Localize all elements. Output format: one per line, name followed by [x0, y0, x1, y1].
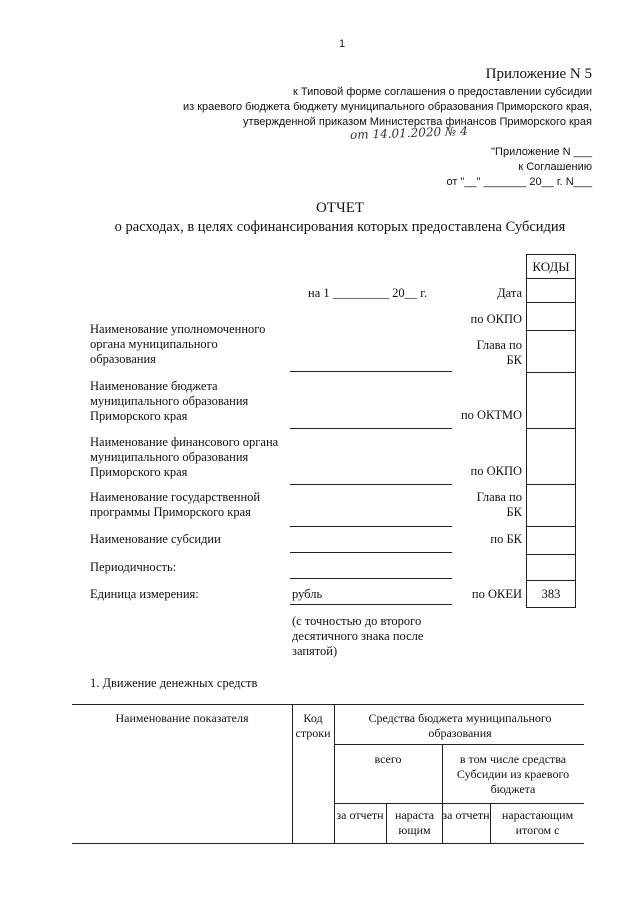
unit-code-label: по ОКЕИ	[471, 587, 522, 601]
unit-label: Единица измерения:	[90, 587, 199, 601]
row-program-label: Наименование государственной программы Приморского края	[90, 490, 261, 519]
codes-sep	[526, 554, 576, 555]
row-finance-body-label: Наименование финансового органа муниципального образования Приморского края	[90, 435, 279, 479]
row-budget-label: Наименование бюджета муниципального образования Приморского края	[90, 379, 249, 423]
table-subheader-2: нараста ющим	[394, 808, 435, 837]
codes-sep	[526, 484, 576, 485]
code-label-okpo: по ОКПО	[470, 312, 522, 326]
table-col-sep	[442, 744, 443, 843]
table-top-border	[72, 704, 584, 705]
unit-value: рубль	[292, 587, 323, 601]
agreement-ref-line1: "Приложение N ___	[491, 146, 592, 158]
table-subheader-1: за отчетн	[336, 808, 384, 822]
row-periodicity-label: Периодичность:	[90, 560, 177, 574]
appendix-line3: утвержденной приказом Министерства финансов Приморского края	[243, 116, 592, 128]
code-label-glava-bk-2: Глава по БК	[476, 490, 522, 519]
section1-title: 1. Движение денежных средств	[90, 676, 258, 690]
fill-line[interactable]	[290, 428, 452, 429]
fill-line[interactable]	[290, 552, 452, 553]
row-authorized-body-label: Наименование уполномоченного органа муниципального образования	[90, 322, 266, 366]
agreement-ref-line2: к Соглашению	[518, 161, 592, 173]
table-row-sep	[334, 744, 584, 745]
page-number: 1	[338, 38, 346, 50]
table-subheader-3: за отчетн	[442, 808, 490, 822]
row-subsidy-label: Наименование субсидии	[90, 532, 221, 546]
agreement-ref-line3: от "__" _______ 20__ г. N___	[446, 176, 592, 188]
appendix-line1: к Типовой форме соглашения о предоставлении субсидии	[293, 86, 592, 98]
appendix-line2: из краевого бюджета бюджету муниципального образования Приморского края,	[182, 101, 592, 113]
codes-sep	[526, 330, 576, 331]
fill-line[interactable]	[290, 526, 452, 527]
fill-line	[290, 604, 452, 605]
table-header-funds: Средства бюджета муниципального образования	[368, 711, 552, 740]
code-label-glava-bk: Глава по БК	[476, 338, 522, 367]
table-header-incl: в том числе средства Субсидии из краевого бюджета	[456, 752, 570, 796]
unit-code: 383	[541, 587, 561, 601]
code-label-bk: по БК	[490, 532, 522, 546]
report-title: ОТЧЕТ	[315, 200, 365, 216]
codes-sep	[526, 302, 576, 303]
codes-sep	[526, 372, 576, 373]
date-label: Дата	[497, 286, 522, 300]
fill-line[interactable]	[290, 371, 452, 372]
table-subheader-4: нарастающим итогом с	[501, 808, 574, 837]
code-label-okpo-2: по ОКПО	[470, 464, 522, 478]
code-label-oktmo: по ОКТМО	[460, 408, 522, 422]
fill-line[interactable]	[290, 484, 452, 485]
table-header-total: всего	[374, 752, 402, 766]
codes-sep	[526, 278, 576, 279]
table-row-sep	[334, 803, 584, 804]
date-line: на 1 _________ 20__ г.	[308, 286, 428, 300]
table-header-code: Код строки	[295, 711, 331, 740]
codes-sep	[526, 580, 576, 581]
fill-line[interactable]	[290, 578, 452, 579]
appendix-title: Приложение N 5	[485, 66, 592, 82]
precision-note: (с точностью до второго десятичного знака после запятой)	[292, 614, 424, 658]
codes-sep	[526, 428, 576, 429]
table-header-indicator: Наименование показателя	[115, 711, 249, 725]
codes-sep	[526, 526, 576, 527]
report-subtitle: о расходах, в целях софинансирования которых предоставлена Субсидия	[114, 219, 566, 235]
handwritten-note: от 14.01.2020 № 4	[349, 123, 468, 143]
codes-header: КОДЫ	[532, 259, 570, 274]
table-bottom-border	[72, 843, 584, 844]
